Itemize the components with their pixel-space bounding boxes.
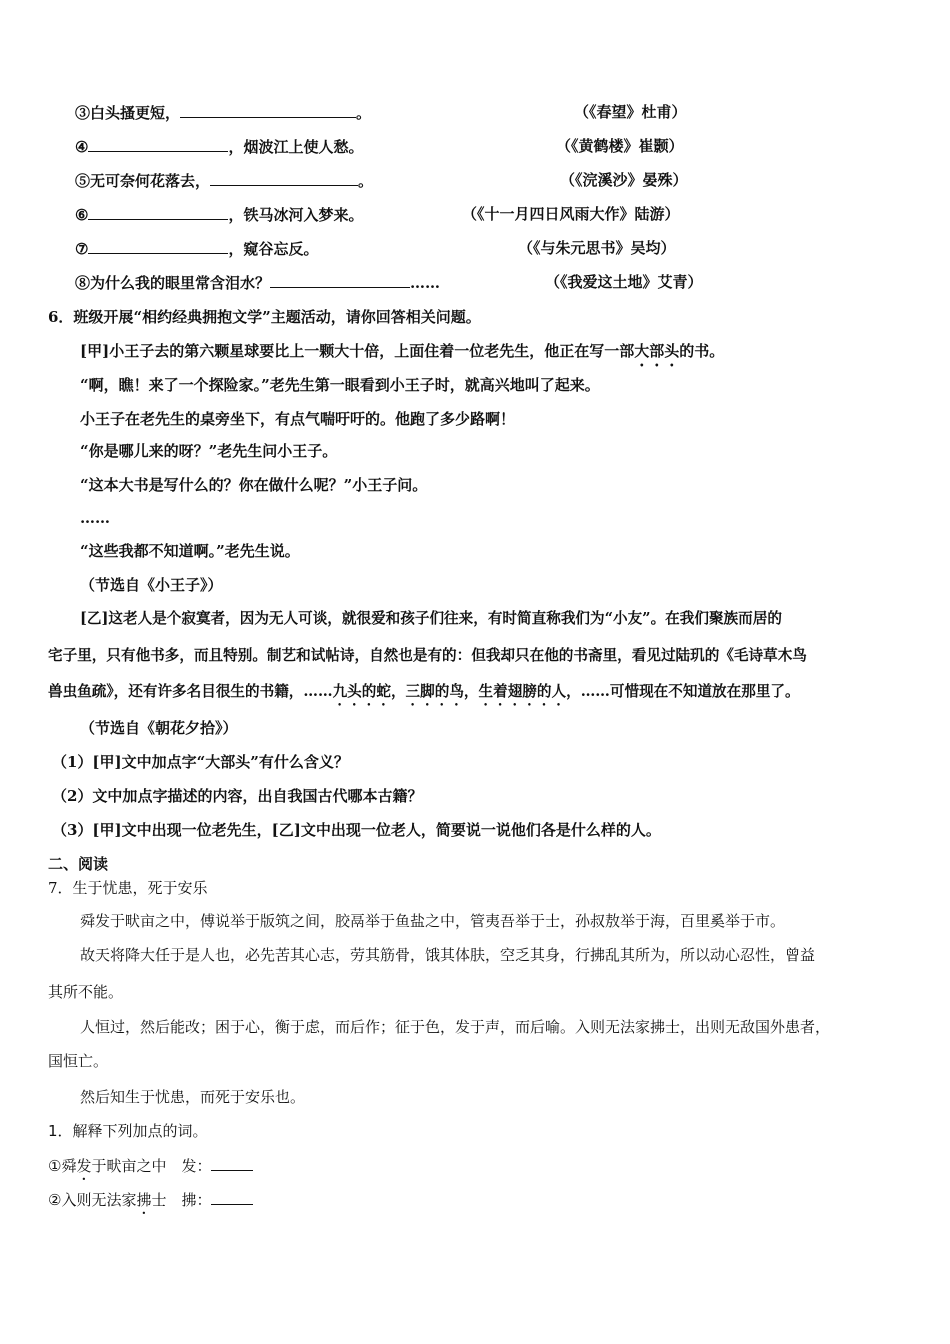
poem-line-7: ⑦ ，窥谷忘反。 [75,240,319,258]
yi-line-3: 兽虫鱼疏》，还有许多名目很生的书籍，……九头的蛇，三脚的鸟，生着翅膀的人，……可惜现在不知道放在那里了。 [48,683,800,700]
section-heading: 二、阅读 [48,855,109,873]
sub-question-3: （3）[甲]文中出现一位老先生，[乙]文中出现一位老人，简要说一说他们各是什么样的人。 [52,821,661,839]
jia-ellipsis: …… [80,509,110,527]
poem-source-5: （《浣溪沙》晏殊） [560,171,688,189]
poem-line-6: ⑥ ，铁马冰河入梦来。 [75,206,364,224]
jia-paragraph-7: “这些我都不知道啊。”老先生说。 [80,542,300,560]
yi-source: （节选自《朝花夕拾》） [80,719,238,737]
answer-blank[interactable] [88,136,228,152]
q7-item-2: ②入则无法家拂士 拂： [48,1189,253,1218]
poem-source-4: （《黄鹤楼》崔颢） [556,137,684,155]
q7-paragraph-2-line-2: 其所不能。 [48,983,124,1001]
q7-sub-title: 1．解释下列加点的词。 [48,1122,208,1140]
poem-line-8: ⑧为什么我的眼里常含泪水？ …… [75,274,441,292]
q7-item-1: ①舜发于畎亩之中 发： [48,1155,253,1184]
poem-source-3: （《春望》杜甫） [574,103,687,121]
answer-blank[interactable] [211,1155,253,1171]
answer-blank[interactable] [88,204,228,220]
jia-paragraph-4: “你是哪儿来的呀？”老先生问小王子。 [80,442,338,460]
question-6-title: 6．班级开展“相约经典拥抱文学”主题活动，请你回答相关问题。 [48,308,481,326]
poem-line-5: ⑤无可奈何花落去， 。 [75,172,374,190]
poem-line-4: ④ ，烟波江上使人愁。 [75,138,364,156]
jia-paragraph-2: “啊，瞧！来了一个探险家。”老先生第一眼看到小王子时，就高兴地叫了起来。 [80,376,600,394]
poem-source-6: （《十一月四日风雨大作》陆游） [462,205,680,223]
q7-paragraph-3-line-1: 人恒过，然后能改；困于心，衡于虑，而后作；征于色，发于声，而后喻。入则无法家拂士，出则无敌国外患者， [80,1018,831,1036]
answer-blank[interactable] [211,1189,253,1205]
sub-question-1: （1）[甲]文中加点字“大部头”有什么含义？ [52,753,349,771]
question-7-title: 7．生于忧患，死于安乐 [48,879,208,897]
poem-line-3: ③白头搔更短， 。 [75,104,372,122]
dotted-phrase: 九头的蛇，三脚的鸟，生着翅膀的人 [332,683,567,700]
jia-paragraph-1: [甲]小王子去的第六颗星球要比上一颗大十倍，上面住着一位老先生，他正在写一部大部头的书。 [80,342,725,360]
q7-paragraph-2-line-1: 故天将降大任于是人也，必先苦其心志，劳其筋骨，饿其体肤，空乏其身，行拂乱其所为，所以动心忍性，曾益 [80,946,816,964]
dotted-char: 发 [76,1157,92,1175]
jia-paragraph-5: “这本大书是写什么的？你在做什么呢？”小王子问。 [80,476,428,494]
answer-blank[interactable] [270,272,410,288]
jia-paragraph-3: 小王子在老先生的桌旁坐下，有点气喘吁吁的。他跑了多少路啊！ [80,410,516,428]
dotted-char: 拂 [136,1191,152,1209]
poem-source-8: （《我爱这土地》艾青） [545,273,703,291]
answer-blank[interactable] [180,102,356,118]
q7-paragraph-1: 舜发于畎亩之中，傅说举于版筑之间，胶鬲举于鱼盐之中，管夷吾举于士，孙叔敖举于海，百里奚举于市。 [80,912,786,930]
q7-paragraph-4: 然后知生于忧患，而死于安乐也。 [80,1088,306,1106]
yi-line-1: [乙]这老人是个寂寞者，因为无人可谈，就很爱和孩子们往来，有时简直称我们为“小友”。在我们聚族而居的 [80,610,782,627]
dotted-word: 大部头 [634,342,680,360]
poem-source-7: （《与朱元思书》吴均） [518,239,676,257]
sub-question-2: （2）文中加点字描述的内容，出自我国古代哪本古籍？ [52,787,423,805]
answer-blank[interactable] [210,170,358,186]
q7-paragraph-3-line-2: 国恒亡。 [48,1052,109,1070]
yi-line-2: 宅子里，只有他书多，而且特别。制艺和试帖诗，自然也是有的：但我却只在他的书斋里，看见过陆玑的《毛诗草木鸟 [48,647,807,664]
jia-source: （节选自《小王子》） [80,576,223,594]
answer-blank[interactable] [88,238,228,254]
